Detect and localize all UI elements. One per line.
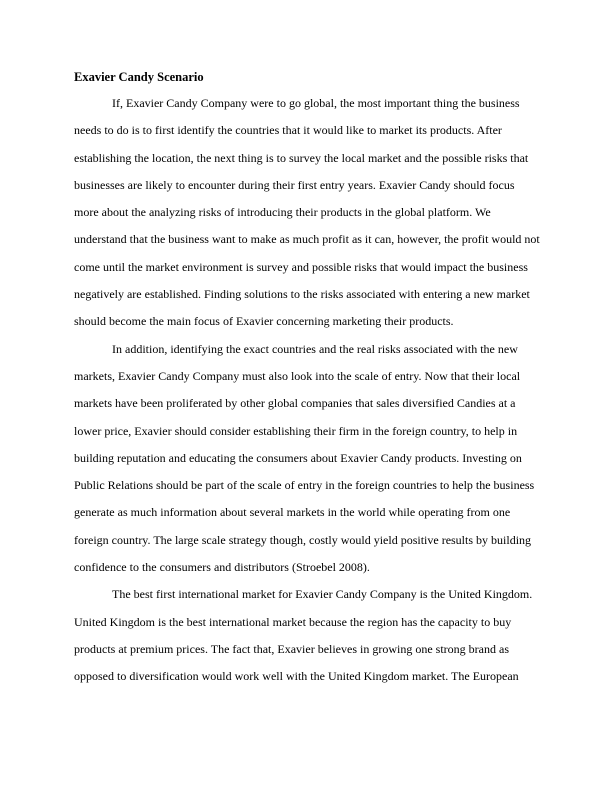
paragraph-line: The best first international market for Exavier Candy Company is the United Kingdom. [112,587,533,602]
paragraph-line: products at premium prices. The fact that, Exavier believes in growing one strong brand as [74,641,509,656]
paragraph-line: businesses are likely to encounter during their first entry years. Exavier Candy should focus [74,177,515,192]
document-page [74,70,544,691]
paragraph-2 [74,336,544,582]
document-heading: Exavier Candy Scenario [74,70,204,84]
paragraph-line: markets, Exavier Candy Company must also look into the scale of entry. Now that their local [74,368,521,383]
paragraph-line: Public Relations should be part of the scale of entry in the foreign countries to help the business [74,478,535,493]
paragraph-1 [74,90,544,336]
paragraph-line: needs to do is to first identify the countries that it would like to market its products. After [74,123,502,138]
paragraph-line: United Kingdom is the best international market because the region has the capacity to buy [74,614,512,629]
paragraph-line: foreign country. The large scale strategy though, costly would yield positive results by building [74,532,532,547]
paragraph-3 [74,581,544,690]
paragraph-line: come until the market environment is survey and possible risks that would impact the business [74,259,528,274]
paragraph-line: generate as much information about several markets in the world while operating from one [74,505,511,520]
paragraph-line: understand that the business want to make as much profit as it can, however, the profit would not [74,232,540,247]
paragraph-line: In addition, identifying the exact countries and the real risks associated with the new [112,341,518,356]
paragraph-line: negatively are established. Finding solutions to the risks associated with entering a new market [74,287,530,302]
paragraph-line: confidence to the consumers and distributors (Stroebel 2008). [74,560,370,575]
paragraph-line: should become the main focus of Exavier concerning marketing their products. [74,314,454,329]
paragraph-line: opposed to diversification would work well with the United Kingdom market. The European [74,669,519,684]
paragraph-line: markets have been proliferated by other global companies that sales diversified Candies at a [74,396,516,411]
paragraph-line: lower price, Exavier should consider establishing their firm in the foreign country, to help in [74,423,518,438]
paragraph-line: building reputation and educating the consumers about Exavier Candy products. Investing on [74,450,522,465]
paragraph-line: establishing the location, the next thing is to survey the local market and the possible risks that [74,150,529,165]
paragraph-line: If, Exavier Candy Company were to go global, the most important thing the business [112,96,520,110]
paragraph-line: more about the analyzing risks of introducing their products in the global platform. We [74,205,491,220]
